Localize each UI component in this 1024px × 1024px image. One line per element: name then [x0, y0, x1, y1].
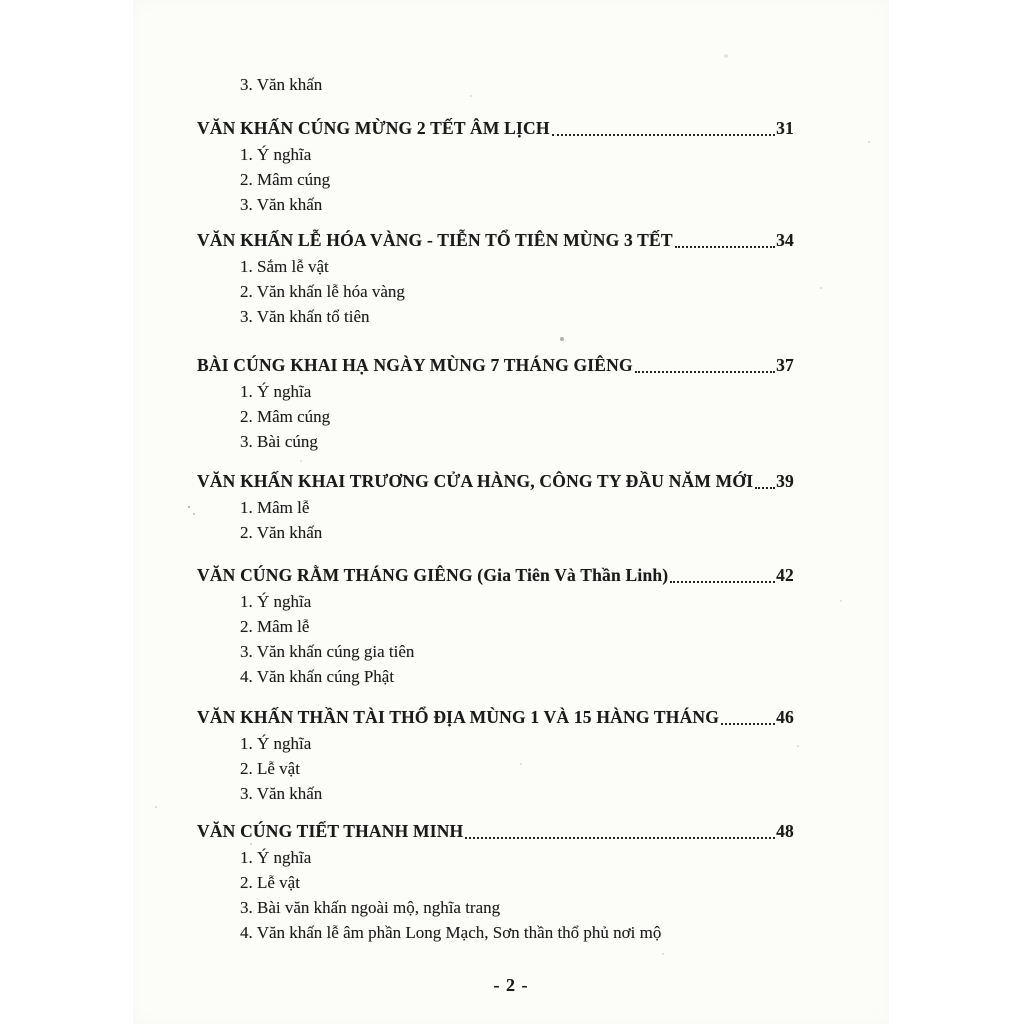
- toc-entry-heading: [197, 563, 794, 588]
- toc-entry-page-number: 42: [776, 565, 794, 585]
- toc-section: [197, 116, 794, 217]
- toc-subitem: 1. Ý nghĩa: [240, 382, 312, 401]
- dot-leader: [755, 487, 775, 489]
- toc-subitem: 1. Ý nghĩa: [240, 734, 312, 753]
- toc-subitem: 3. Văn khấn: [240, 784, 323, 803]
- dot-leader: [721, 723, 775, 725]
- toc-subitem: 2. Lễ vật: [240, 759, 300, 778]
- toc-entry-title: VĂN KHẤN THẦN TÀI THỔ ĐỊA MÙNG 1 VÀ 15 HÀNG THÁNG: [197, 707, 720, 727]
- toc-subitem: 3. Bài văn khấn ngoài mộ, nghĩa trang: [240, 898, 501, 917]
- toc-section: [197, 819, 794, 945]
- toc-subitem: 3. Bài cúng: [240, 432, 318, 451]
- toc-continuation-item: 3. Văn khấn: [240, 75, 323, 94]
- book-page-scan: [133, 0, 889, 1024]
- toc-subitem: 4. Văn khấn lễ âm phần Long Mạch, Sơn thần thổ phủ nơi mộ: [240, 923, 662, 942]
- toc-subitem: 2. Văn khấn lễ hóa vàng: [240, 282, 405, 301]
- toc-entry-heading: [197, 705, 794, 730]
- toc-section: [197, 228, 794, 329]
- toc-subitem: 3. Văn khấn cúng gia tiên: [240, 642, 415, 661]
- toc-entry-heading: [197, 819, 794, 844]
- toc-entry-heading: [197, 469, 794, 494]
- toc-subitem: 3. Văn khấn: [240, 195, 323, 214]
- dot-leader: [675, 246, 775, 248]
- toc-subitem: 2. Mâm cúng: [240, 407, 331, 426]
- toc-entry-page-number: 39: [776, 471, 794, 491]
- toc-subitem: 1. Ý nghĩa: [240, 592, 312, 611]
- toc-section: [197, 469, 794, 545]
- toc-subitem: 2. Mâm cúng: [240, 170, 331, 189]
- dot-leader: [670, 581, 775, 583]
- toc-subitem: 4. Văn khấn cúng Phật: [240, 667, 395, 686]
- toc-entry-page-number: 34: [776, 230, 794, 250]
- toc-entry-page-number: 48: [776, 821, 794, 841]
- toc-entry-title: VĂN CÚNG RẰM THÁNG GIÊNG (Gia Tiên Và Thần Linh): [197, 565, 669, 585]
- toc-subitem: 1. Ý nghĩa: [240, 145, 312, 164]
- toc-entry-title: VĂN KHẤN LỄ HÓA VÀNG - TIỄN TỔ TIÊN MÙNG 3 TẾT: [197, 230, 673, 250]
- toc-subitem: 1. Sắm lễ vật: [240, 257, 329, 276]
- toc-entry-heading: [197, 228, 794, 253]
- dot-leader: [465, 837, 775, 839]
- dot-leader: [635, 371, 775, 373]
- toc-entry-title: VĂN KHẤN CÚNG MỪNG 2 TẾT ÂM LỊCH: [197, 118, 550, 138]
- toc-subitem: 1. Ý nghĩa: [240, 848, 312, 867]
- page-number-footer: - 2 -: [493, 975, 529, 995]
- toc-entry-page-number: 31: [776, 118, 794, 138]
- toc-entry-heading: [197, 353, 794, 378]
- toc-entry-page-number: 46: [776, 707, 794, 727]
- toc-subitem: 2. Văn khấn: [240, 523, 323, 542]
- toc-subitem: 1. Mâm lễ: [240, 498, 310, 517]
- toc-entry-page-number: 37: [776, 355, 794, 375]
- toc-subitem: 2. Lễ vật: [240, 873, 300, 892]
- toc-section: [197, 353, 794, 454]
- toc-subitem: 3. Văn khấn tổ tiên: [240, 307, 370, 326]
- toc-subitem: 2. Mâm lễ: [240, 617, 310, 636]
- toc-entry-title: VĂN KHẤN KHAI TRƯƠNG CỬA HÀNG, CÔNG TY ĐẦU NĂM MỚI: [197, 471, 754, 491]
- toc-section: [197, 705, 794, 806]
- toc-entry-heading: [197, 116, 794, 141]
- dot-leader: [552, 134, 775, 136]
- toc-section: [197, 563, 794, 689]
- toc-entry-title: VĂN CÚNG TIẾT THANH MINH: [197, 821, 464, 841]
- toc-entry-title: BÀI CÚNG KHAI HẠ NGÀY MÙNG 7 THÁNG GIÊNG: [197, 355, 633, 375]
